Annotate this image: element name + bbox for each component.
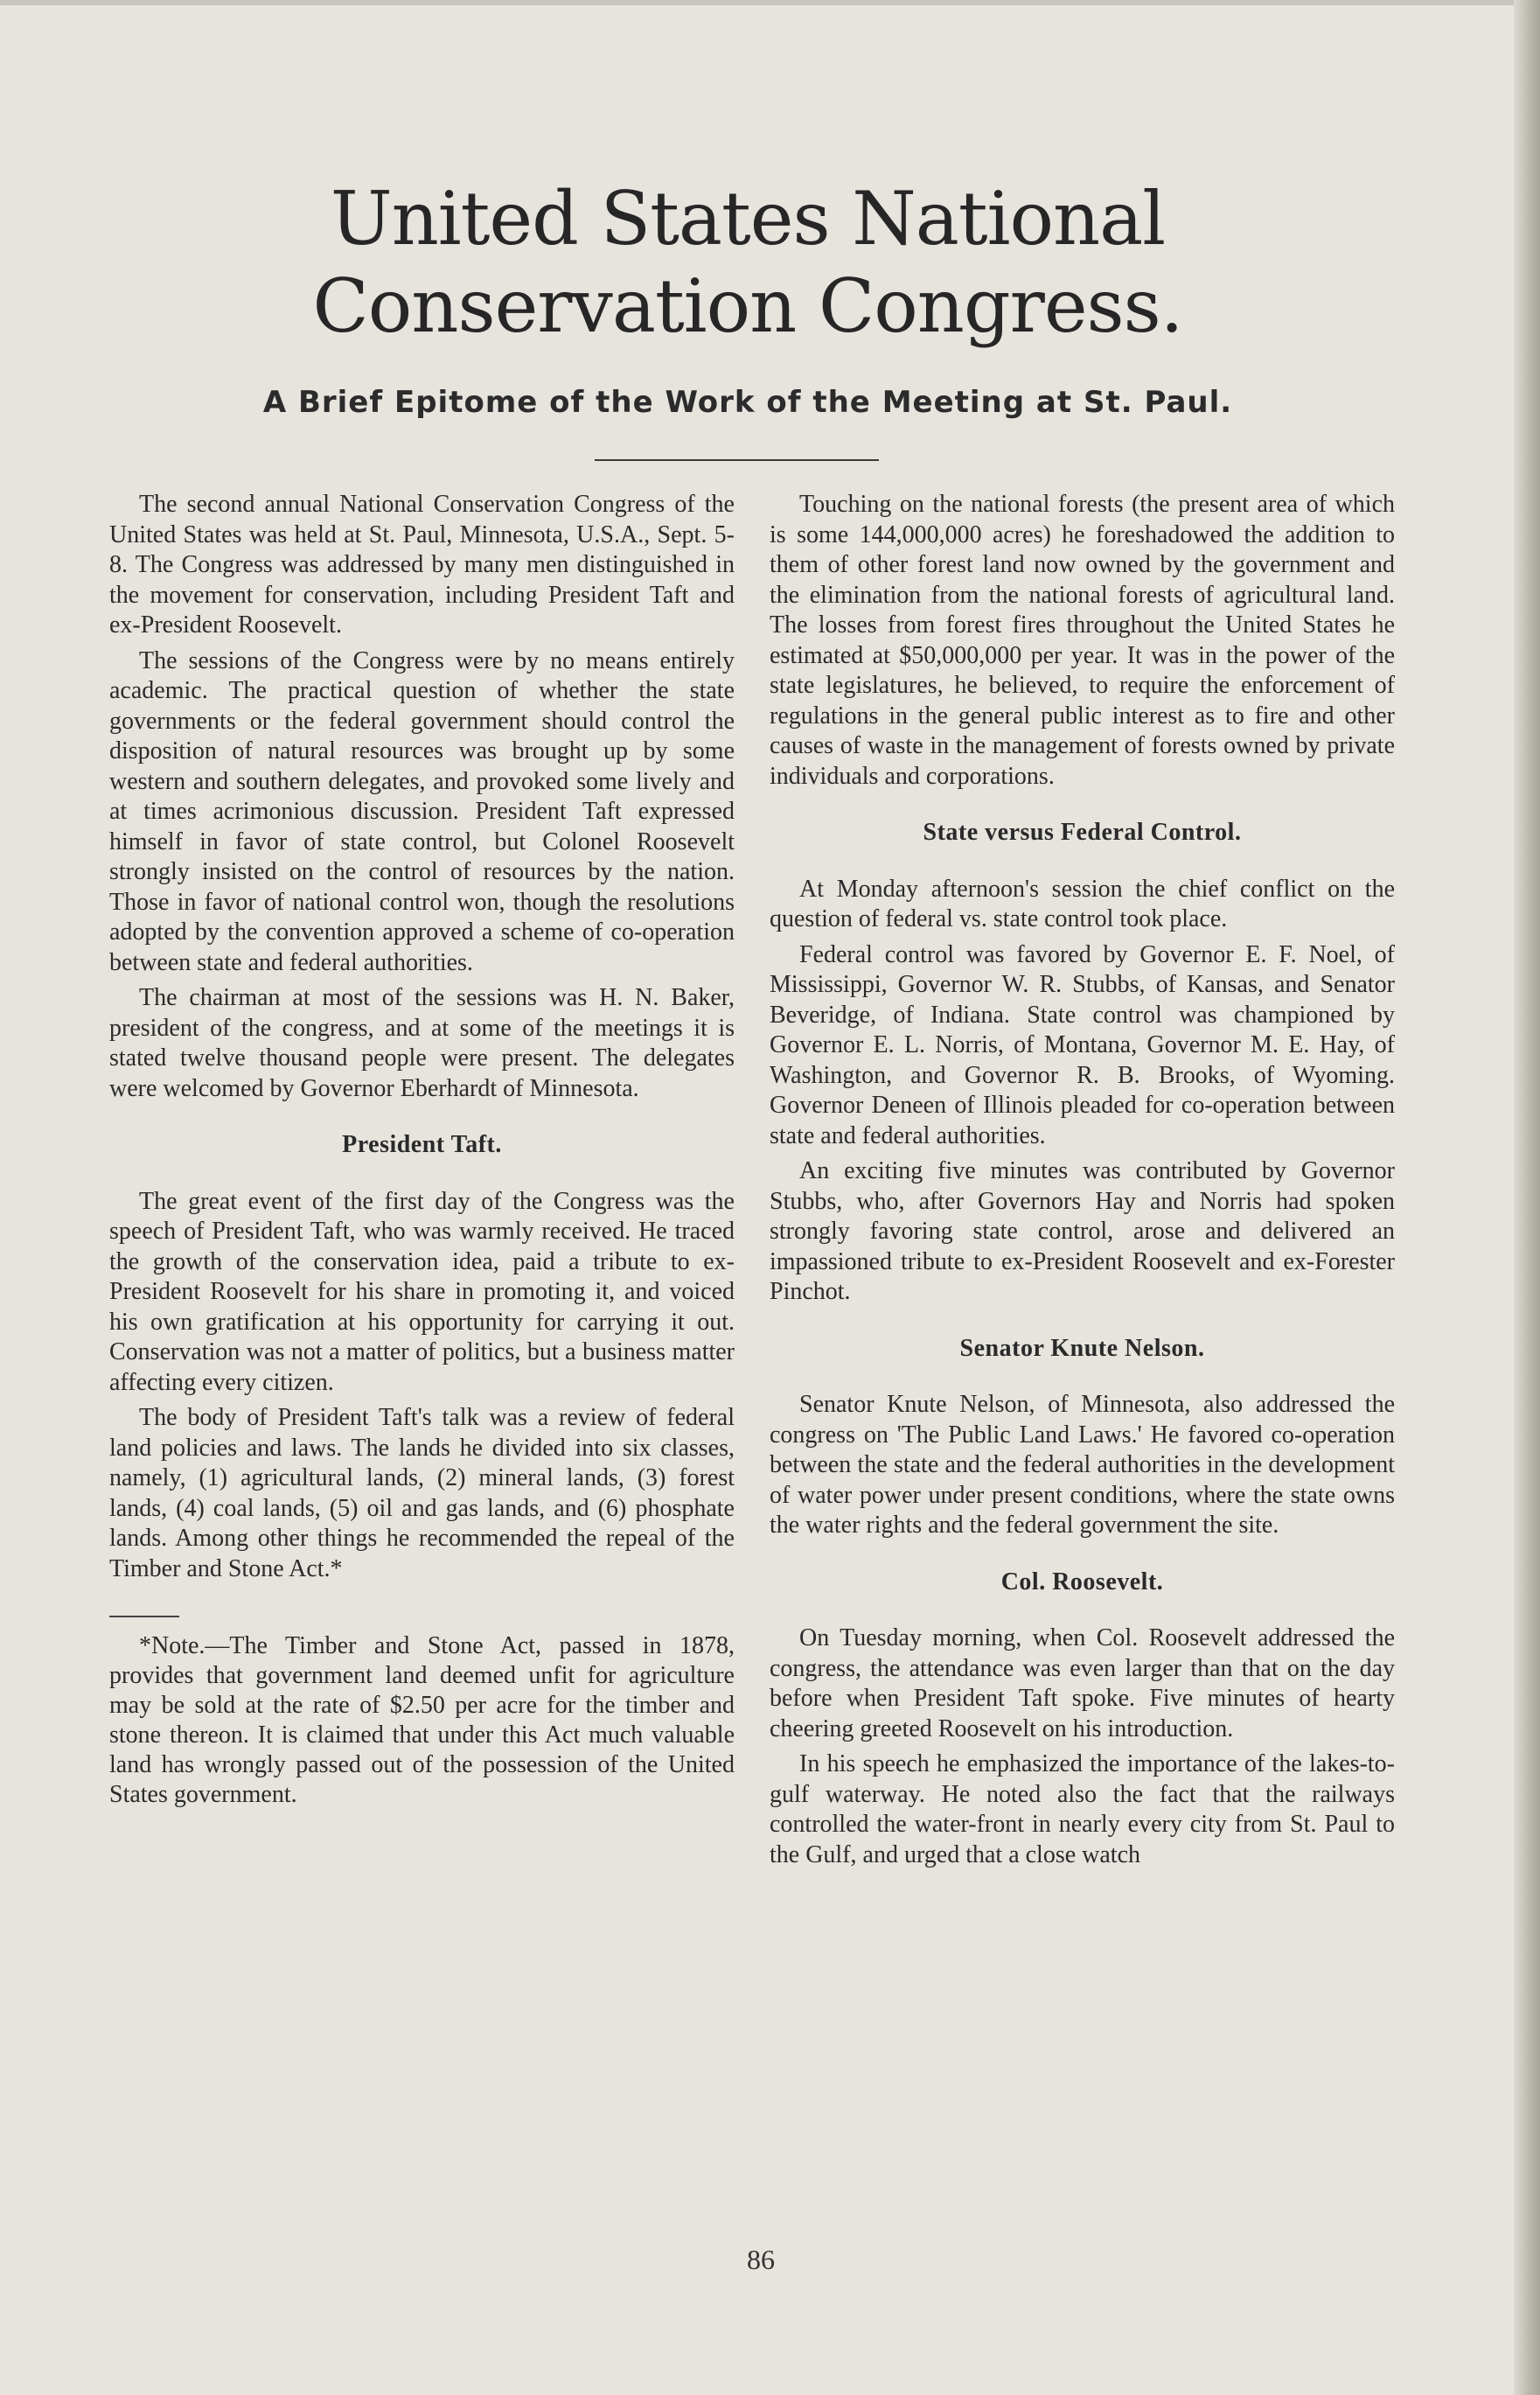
page-top-edge xyxy=(0,0,1540,5)
page-subtitle: A Brief Epitome of the Work of the Meeting at St. Paul. xyxy=(262,385,1233,420)
paragraph: On Tuesday morning, when Col. Roosevelt addressed the congress, the attendance was even larger than that on the day before when President Taft spoke. Five minutes of hearty cheering greeted Roosevelt on his introduction. xyxy=(770,1624,1395,1742)
section-heading-roosevelt: Col. Roosevelt. xyxy=(1000,1568,1164,1596)
section-heading-nelson: Senator Knute Nelson. xyxy=(959,1334,1205,1362)
paragraph: The chairman at most of the sessions was H. N. Baker, president of the congress, and at some of the meetings it is stated twelve thousand people were present. The delegates were welcomed by Governor Eberhardt of Minnesota. xyxy=(109,984,735,1102)
right-column xyxy=(770,490,1395,1875)
page-gutter xyxy=(1514,0,1540,2395)
section-heading-taft: President Taft. xyxy=(342,1131,502,1158)
footnote: *Note.—The Timber and Stone Act, passed in 1878, provides that government land deemed unfit for agriculture may be sold at the rate of $2.50 per acre for the timber and stone thereon. It is claimed that under this Act much valuable land has wrongly passed out of the possession of the United States government. xyxy=(109,1632,735,1808)
page-number: 86 xyxy=(747,2244,775,2275)
paragraph: The great event of the first day of the Congress was the speech of President Taft, who was warmly received. He traced the growth of the conservation idea, paid a tribute to ex-President Roosevelt for his share in promoting it, and voiced his own gratification at his opportunity for carrying it out. Conservation was not a matter of politics, but a business matter affecting every citizen. xyxy=(109,1187,735,1396)
paragraph: Touching on the national forests (the present area of which is some 144,000,000 acres) he foreshadowed the addition to them of other forest land now owned by the government and the elimination from the national forests of agricultural land. The losses from forest fires throughout the United States he estimated at $50,000,000 per year. It was in the power of the state legislatures, he believed, to require the enforcement of regulations in the general public interest as to fire and other causes of waste in the management of forests owned by private individuals and corporations. xyxy=(770,491,1395,790)
title-divider xyxy=(595,459,879,461)
left-column xyxy=(109,490,735,1815)
paragraph: Senator Knute Nelson, of Minnesota, also addressed the congress on 'The Public Land Laws.' He favored co-operation between the state and the federal authorities in the development of water power under present conditions, where the state owns the water rights and the federal government the site. xyxy=(770,1391,1395,1539)
paragraph: An exciting five minutes was contributed by Governor Stubbs, who, after Governors Hay and Norris had spoken strongly favoring state control, arose and delivered an impassioned tribute to ex-President Roosevelt and ex-Forester Pinchot. xyxy=(770,1157,1395,1305)
footnote-divider xyxy=(109,1616,179,1617)
paragraph: The sessions of the Congress were by no means entirely academic. The practical question of whether the state governments or the federal government should control the disposition of natural resources was brought up by some western and southern delegates, and provoked some lively and at times acrimonious discussion. President Taft expressed himself in favor of state control, but Colonel Roosevelt strongly insisted on the control of resources by the nation. Those in favor of national control won, though the resolutions adopted by the convention approved a scheme of co-operation between state and federal authorities. xyxy=(109,646,735,976)
section-heading-state-federal: State versus Federal Control. xyxy=(923,819,1242,846)
paragraph: At Monday afternoon's session the chief conflict on the question of federal vs. state control took place. xyxy=(770,875,1395,932)
paragraph: Federal control was favored by Governor E. F. Noel, of Mississippi, Governor W. R. Stubbs, of Kansas, and Senator Beveridge, of Indiana. State control was championed by Governor E. L. Norris, of Montana, Governor M. E. Hay, of Washington, and Governor R. B. Brooks, of Wyoming. Governor Deneen of Illinois pleaded for co-operation between state and federal authorities. xyxy=(770,940,1395,1149)
paragraph: The body of President Taft's talk was a review of federal land policies and laws. The lands he divided into six classes, namely, (1) agricultural lands, (2) mineral lands, (3) forest lands, (4) coal lands, (5) oil and gas lands, and (6) phosphate lands. Among other things he recommended the repeal of the Timber and Stone Act.* xyxy=(109,1404,735,1582)
page-title: United States National Conservation Congress. xyxy=(312,176,1183,349)
paragraph: In his speech he emphasized the importance of the lakes-to-gulf waterway. He noted also the fact that the railways controlled the water-front in nearly every city from St. Paul to the Gulf, and urged that a close watch xyxy=(770,1750,1395,1868)
paragraph: The second annual National Conservation Congress of the United States was held at St. Paul, Minnesota, U.S.A., Sept. 5-8. The Congress was addressed by many men distinguished in the movement for conservation, including President Taft and ex-President Roosevelt. xyxy=(109,491,735,639)
